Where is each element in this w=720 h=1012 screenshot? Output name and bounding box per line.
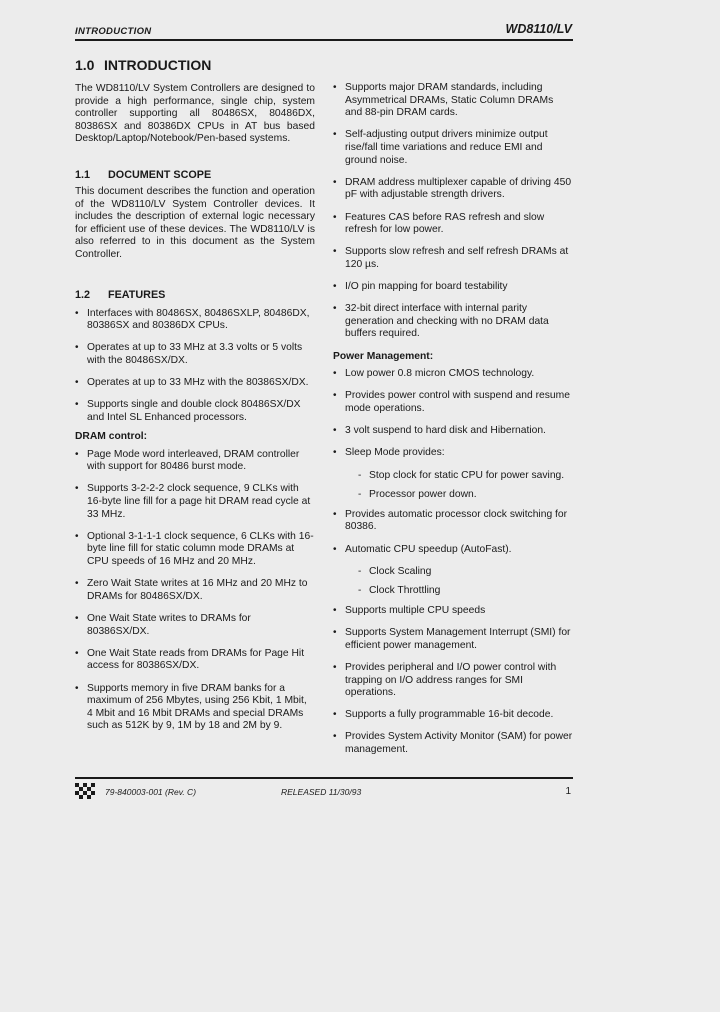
header-product-name: WD8110/LV bbox=[505, 22, 572, 36]
bullet: • bbox=[333, 425, 337, 437]
list-item: • Features CAS before RAS refresh and slow refresh for low power. bbox=[333, 211, 545, 236]
list-item: • Low power 0.8 micron CMOS technology. bbox=[333, 368, 535, 380]
list-item: • Supports multiple CPU speeds bbox=[333, 604, 486, 616]
right-column bbox=[333, 82, 573, 766]
section-title: FEATURES bbox=[108, 288, 166, 301]
list-item: • Operates at up to 33 MHz with the 80386SX/DX. bbox=[75, 377, 309, 389]
bullet: • bbox=[75, 530, 79, 542]
dash: - bbox=[358, 469, 362, 481]
list-item: • Zero Wait State writes at 16 MHz and 20 MHz to DRAMs for 80486SX/DX. bbox=[75, 578, 308, 602]
list-item: • Supports major DRAM standards, including Asymmetrical DRAMs, Static Column DRAMs and 88-pin DRAM cards. bbox=[333, 82, 554, 119]
list-item: • I/O pin mapping for board testability bbox=[333, 281, 508, 293]
bullet: • bbox=[333, 246, 337, 258]
list-item: • Provides System Activity Monitor (SAM) for power management. bbox=[333, 731, 573, 756]
list-subitem: - Processor power down. bbox=[358, 489, 477, 501]
list-item: • Automatic CPU speedup (AutoFast). bbox=[333, 543, 512, 555]
list-subitem: - Stop clock for static CPU for power saving. bbox=[358, 469, 565, 481]
dram-control-heading: DRAM control: bbox=[75, 431, 148, 443]
bullet: • bbox=[75, 647, 79, 659]
bullet: • bbox=[333, 508, 337, 520]
list-item: • Sleep Mode provides: bbox=[333, 447, 445, 459]
bullet: • bbox=[75, 342, 79, 354]
bullet: • bbox=[333, 281, 337, 293]
dram-feature-list bbox=[75, 449, 315, 733]
page-number: 1 bbox=[565, 786, 571, 797]
list-item: • Page Mode word interleaved, DRAM controller with support for 80486 burst mode. bbox=[75, 448, 300, 473]
bullet: • bbox=[333, 129, 337, 141]
list-subitem: - Clock Scaling bbox=[358, 565, 432, 577]
list-item: • Optional 3-1-1-1 clock sequence, 6 CLKs with 16-byte line fill for static column mode DRAMs at CPU speeds of 16 MHz and 20 MHz. bbox=[75, 530, 314, 567]
power-feature-list bbox=[333, 368, 573, 756]
list-subitem: - Clock Throttling bbox=[358, 585, 441, 597]
list-item: • DRAM address multiplexer capable of driving 450 pF with adjustable strength drivers. bbox=[333, 176, 572, 201]
list-item: • 32-bit direct interface with internal parity generation and checking with no DRAM data buffers required. bbox=[333, 303, 549, 340]
scope-paragraph: This document describes the function and operation of the WD8110/LV System Controller devices. It includes the description of external logic necessary for efficient use of these devices. The WD8110/LV is also referred to in this document as the System Controller. bbox=[75, 185, 315, 260]
bullet: • bbox=[75, 612, 79, 624]
dash: - bbox=[358, 585, 362, 597]
bullet: • bbox=[333, 303, 337, 315]
bullet: • bbox=[333, 661, 337, 673]
company-logo-icon bbox=[75, 783, 95, 801]
dash: - bbox=[358, 565, 362, 577]
list-item: • One Wait State reads from DRAMs for Page Hit access for 80386SX/DX. bbox=[75, 647, 305, 672]
section-number: 1.1 bbox=[75, 168, 91, 181]
header-rule bbox=[75, 39, 573, 41]
bullet: • bbox=[333, 390, 337, 402]
document-number: 79-840003-001 (Rev. C) bbox=[105, 787, 197, 797]
list-item: • Operates at up to 33 MHz at 3.3 volts or 5 volts with the 80486SX/DX. bbox=[75, 342, 303, 366]
release-date: RELEASED 11/30/93 bbox=[281, 787, 362, 797]
bullet: • bbox=[333, 82, 337, 93]
left-column bbox=[75, 56, 315, 743]
list-item: • Supports a fully programmable 16-bit decode. bbox=[333, 709, 554, 721]
list-item: • One Wait State writes to DRAMs for 80386SX/DX. bbox=[75, 612, 251, 637]
section-title: INTRODUCTION bbox=[104, 57, 212, 73]
running-header bbox=[75, 22, 570, 40]
power-management-heading: Power Management: bbox=[333, 350, 434, 362]
list-item: • Provides peripheral and I/O power control with trapping on I/O address ranges for SMI operations. bbox=[333, 661, 557, 699]
bullet: • bbox=[333, 211, 337, 223]
bullet: • bbox=[333, 709, 337, 721]
bullet: • bbox=[75, 448, 79, 460]
dram-feature-list-continued bbox=[333, 82, 573, 341]
header-section-title: INTRODUCTION bbox=[75, 26, 152, 37]
bullet: • bbox=[333, 604, 337, 616]
bullet: • bbox=[75, 483, 79, 495]
section-number: 1.0 bbox=[75, 57, 95, 73]
list-item: • Provides power control with suspend and resume mode operations. bbox=[333, 390, 570, 415]
list-item: • Supports memory in five DRAM banks for a maximum of 256 Mbytes, using 256 Kbit, 1 Mbit, 4 Mbit and 16 Mbit DRAMs and special DRAMs such as 512K by 9, 1M by 18 and 2M by 9. bbox=[75, 682, 307, 732]
list-item: • Self-adjusting output drivers minimize output rise/fall time variations and reduce EMI and ground noise. bbox=[333, 129, 548, 166]
list-item: • Supports slow refresh and self refresh DRAMs at 120 µs. bbox=[333, 246, 569, 270]
list-item: • Provides automatic processor clock switching for 80386. bbox=[333, 508, 568, 533]
section-title: DOCUMENT SCOPE bbox=[108, 168, 212, 181]
bullet: • bbox=[333, 368, 337, 380]
bullet: • bbox=[75, 377, 79, 389]
bullet: • bbox=[333, 447, 337, 459]
general-feature-list bbox=[75, 308, 315, 425]
page-footer bbox=[75, 783, 573, 805]
intro-paragraph: The WD8110/LV System Controllers are designed to provide a high performance, single chip, system controller supporting all 80486SX, 80486DX, 80386SX and 80386DX CPUs in AT bus based Desktop/Laptop/Notebook/Pen-based systems. bbox=[75, 83, 315, 145]
bullet: • bbox=[333, 543, 337, 555]
bullet: • bbox=[75, 307, 79, 319]
bullet: • bbox=[333, 176, 337, 188]
section-number: 1.2 bbox=[75, 288, 91, 301]
list-item: • Supports single and double clock 80486SX/DX and Intel SL Enhanced processors. bbox=[75, 399, 301, 423]
bullet: • bbox=[75, 578, 79, 590]
bullet: • bbox=[333, 627, 337, 639]
dash: - bbox=[358, 489, 362, 501]
bullet: • bbox=[333, 731, 337, 743]
section-heading-document-scope bbox=[75, 168, 315, 182]
section-heading-features bbox=[75, 288, 315, 302]
list-item: • Supports 3-2-2-2 clock sequence, 9 CLKs with 16-byte line fill for a page hit DRAM read cycle at 33 MHz. bbox=[75, 483, 311, 520]
list-item: • Interfaces with 80486SX, 80486SXLP, 80486DX, 80386SX and 80386DX CPUs. bbox=[75, 307, 310, 332]
section-heading-introduction bbox=[75, 56, 315, 74]
bullet: • bbox=[75, 399, 79, 411]
list-item: • Supports System Management Interrupt (SMI) for efficient power management. bbox=[333, 627, 571, 651]
list-item: • 3 volt suspend to hard disk and Hibernation. bbox=[333, 425, 546, 437]
bullet: • bbox=[75, 682, 79, 694]
footer-rule bbox=[75, 777, 573, 779]
